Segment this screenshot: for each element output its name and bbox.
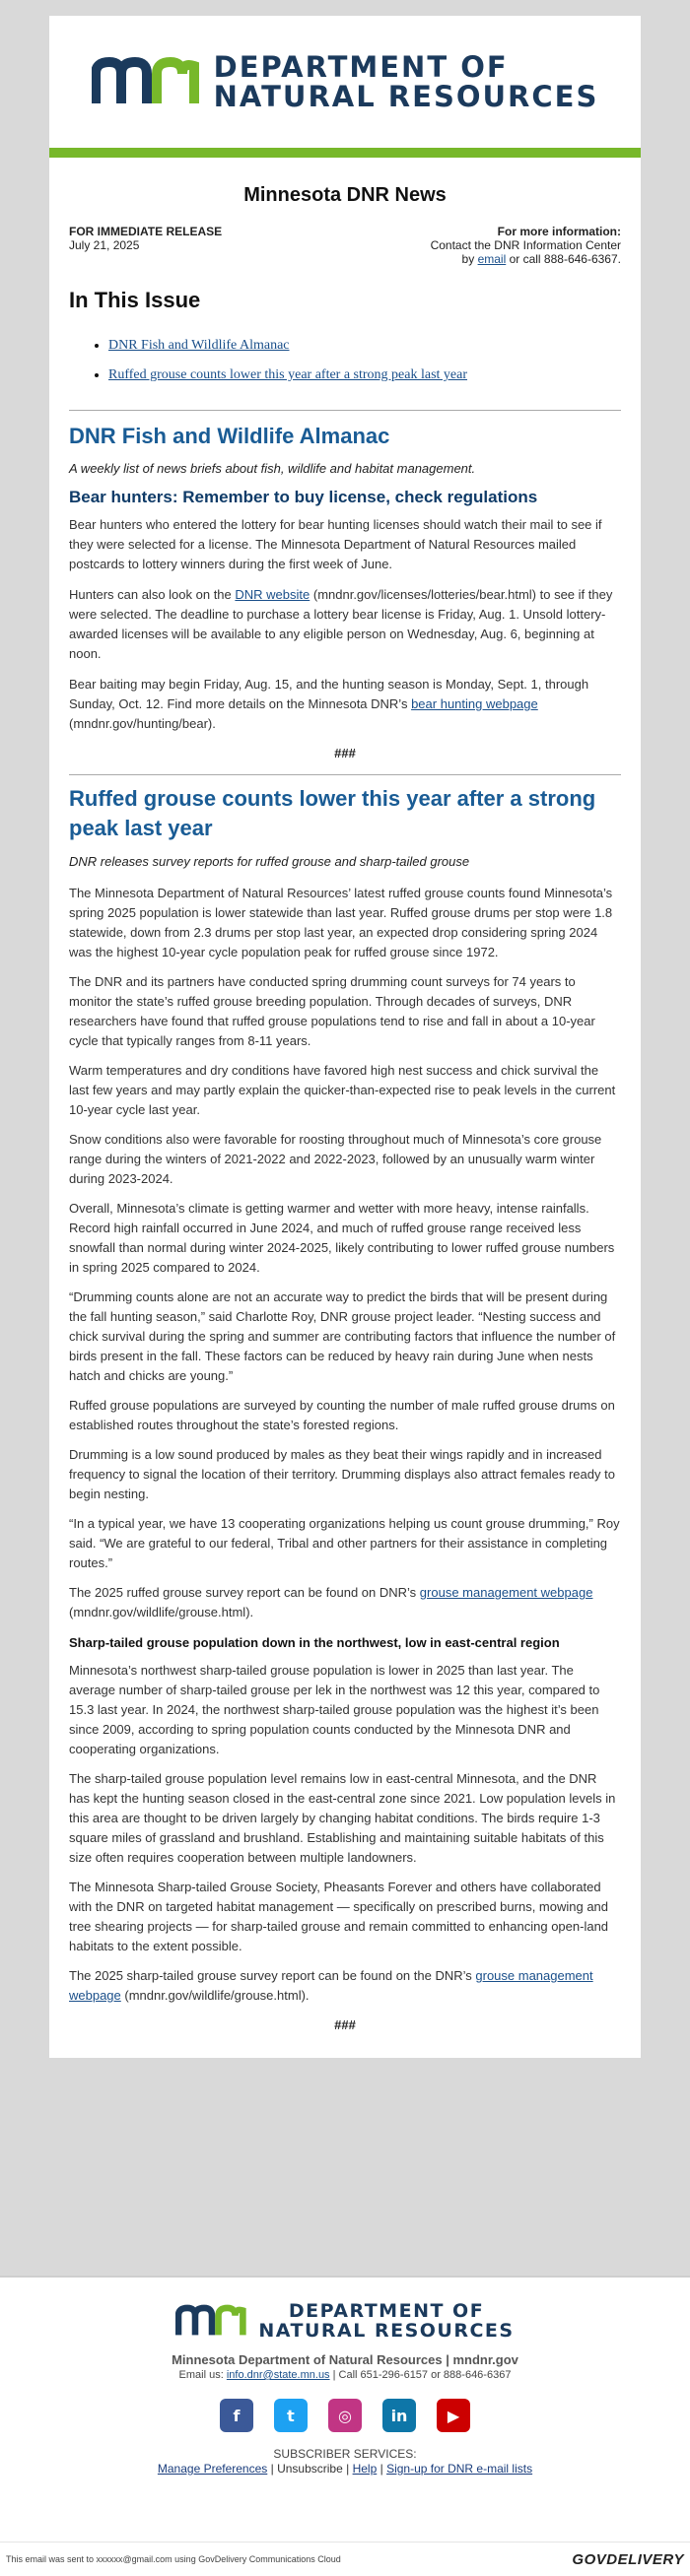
end-marker: ### [334, 746, 356, 760]
text: (mndnr.gov/wildlife/grouse.html). [69, 1605, 254, 1619]
grouse-paragraph: The Minnesota Department of Natural Resources’ latest ruffed grouse counts found Minnesota’s spring 2025 population is lower statewide than last year. Ruffed grouse drums per stop were 1.8 statewide, down from 2.3 drums per stop last year, an expected drop considering spring 2024 was the highest 10-year cycle population peak for ruffed grouse since 1972. [69, 886, 613, 959]
text: Bear baiting may begin Friday, Aug. 15, and the hunting season is Monday, Sept. 1, through Sunday, Oct. 12. Find more details on the Minnesota DNR’s [69, 677, 589, 711]
dnr-website-link[interactable]: DNR website [235, 587, 310, 602]
signup-link[interactable]: Sign-up for DNR e-mail lists [386, 2462, 533, 2476]
dnr-mark-icon [175, 2304, 248, 2338]
release-date: July 21, 2025 [69, 238, 140, 252]
grouse-quote: “Drumming counts alone are not an accurate way to predict the birds that will be present during the fall hunting season,” said Charlotte Roy, DNR grouse project leader. “Nesting success and chick survival during the spring and summer are contributing factors that influence the number of birds present in the fall. These factors can be reduced by heavy rain during June when nests hatch and chicks are young.” [69, 1289, 616, 1383]
grouse-paragraph: Ruffed grouse populations are surveyed by counting the number of male ruffed grouse drums on established routes throughout the state’s forested regions. [69, 1398, 615, 1432]
logo-line-1: DEPARTMENT OF [213, 50, 509, 84]
govdelivery-logo[interactable]: GOVDELIVERY [572, 2550, 684, 2568]
section-divider [69, 774, 621, 775]
logo-line-2: NATURAL RESOURCES [258, 2320, 515, 2342]
sent-note: This email was sent to xxxxxx@gmail.com using GovDelivery Communications Cloud [6, 2554, 341, 2564]
footer-logo-text [258, 2301, 514, 2341]
facebook-icon[interactable]: f [220, 2399, 253, 2432]
twitter-icon[interactable]: t [274, 2399, 308, 2432]
newsletter-title: Minnesota DNR News [243, 184, 447, 206]
header [49, 16, 641, 148]
footer-logo[interactable] [0, 2301, 690, 2341]
text: The 2025 ruffed grouse survey report can be found on DNR’s [69, 1585, 420, 1600]
toc-item [108, 331, 621, 361]
bear-hunting-link[interactable]: bear hunting webpage [411, 696, 538, 711]
linkedin-icon[interactable]: in [382, 2399, 416, 2432]
almanac-title: DNR Fish and Wildlife Almanac [69, 424, 390, 448]
grouse-paragraph: Warm temperatures and dry conditions have favored high nest success and chick survival the last few years and may partly explain the quicker-than-expected rise to peak levels in the current 10-year cycle last year. [69, 1063, 616, 1117]
subscriber-label: SUBSCRIBER SERVICES: [273, 2447, 417, 2461]
text: | Call 651-296-6157 or 888-646-6367 [329, 2369, 512, 2381]
release-left [69, 225, 222, 266]
release-label: FOR IMMEDIATE RELEASE [69, 225, 223, 238]
youtube-icon[interactable]: ▶ [437, 2399, 470, 2432]
section-divider [69, 410, 621, 411]
footer-email-link[interactable]: info.dnr@state.mn.us [226, 2369, 330, 2381]
logo-text [214, 52, 599, 111]
toc-link-almanac[interactable]: DNR Fish and Wildlife Almanac [108, 338, 290, 353]
end-marker: ### [334, 2017, 356, 2032]
grouse-paragraph: Snow conditions also were favorable for roosting throughout much of Minnesota’s core grouse range during the winters of 2021-2022 and 2022-2023, followed by an unusually warm winter during 2023-2024. [69, 1132, 602, 1186]
logo-line-2: NATURAL RESOURCES [213, 80, 599, 113]
footer-inner [0, 2276, 690, 2476]
sharp-tailed-heading: Sharp-tailed grouse population down in the northwest, low in east-central region [69, 1635, 560, 1650]
bottom-bar [0, 2542, 690, 2576]
grouse-paragraph: Drumming is a low sound produced by males as they beat their wings rapidly and in increased frequency to signal the location of their territory. Drumming displays also attract females ready to begin nesting. [69, 1447, 615, 1501]
grouse-paragraph: Minnesota’s northwest sharp-tailed grouse population is lower in 2025 than last year. The average number of sharp-tailed grouse per lek in the northwest was 12 this year, compared to 15.3 last year. In 2024, the northwest sharp-tailed grouse population was the highest it’s been since 2009, according to spring population counts conducted by the Minnesota DNR and cooperating organizations. [69, 1663, 600, 1756]
help-link[interactable]: Help [352, 2462, 378, 2476]
toc-link-grouse[interactable]: Ruffed grouse counts lower this year after a strong peak last year [108, 367, 468, 382]
text: (mndnr.gov/wildlife/grouse.html). [120, 1988, 310, 2003]
text: Hunters can also look on the [69, 587, 236, 602]
bear-headline: Bear hunters: Remember to buy license, check regulations [69, 488, 538, 506]
green-divider [49, 148, 641, 158]
footer [0, 2276, 690, 2576]
logo-line-1: DEPARTMENT OF [288, 2300, 485, 2322]
grouse-quote: “In a typical year, we have 13 cooperating organizations helping us count grouse drumming,” Roy said. “We are grateful to our federal, Tribal and other partners for their assistance in completing routes.” [69, 1516, 620, 1570]
bear-paragraph [69, 585, 621, 664]
content [49, 158, 641, 2058]
toc-heading: In This Issue [69, 288, 201, 312]
bear-paragraph [69, 675, 621, 734]
grouse-paragraph: The Minnesota Sharp-tailed Grouse Society, Pheasants Forever and others have collaborated with the DNR on targeted habitat management — specifically on prescribed burns, mowing and tree shearing projects — for sharp-tailed grouse and remain committed to enhancing open-land habitats to the extent possible. [69, 1880, 609, 1953]
social-links [0, 2399, 690, 2432]
grouse-management-link[interactable]: grouse management webpage [419, 1585, 593, 1600]
contact-info [431, 225, 621, 266]
grouse-paragraph [69, 1966, 621, 2006]
dnr-mark-icon [92, 56, 202, 107]
info-label: For more information: [497, 225, 621, 238]
toc-list [108, 331, 621, 390]
grouse-paragraph: The sharp-tailed grouse population level remains low in east-central Minnesota, and the DNR has kept the hunting season closed in the east-central zone since 2021. Low population levels in this area are thought to be driven largely by changing habitat conditions. The birds require 1-3 square miles of grassland and brushland. Establishing and maintaining suitable habitats of this size often requires cooperation between multiple landowners. [69, 1771, 616, 1865]
footer-contact [0, 2369, 690, 2381]
text: (mndnr.gov/hunting/bear). [69, 716, 216, 731]
release-info [69, 225, 621, 266]
grouse-paragraph [69, 1583, 621, 1622]
grouse-management-link-2[interactable]: grouse management webpage [69, 1968, 593, 2003]
footer-org: Minnesota Department of Natural Resources | mndnr.gov [172, 2352, 518, 2367]
email-link[interactable]: email [477, 252, 507, 266]
grouse-paragraph: Overall, Minnesota’s climate is getting warmer and wetter with more heavy, intense rainfalls. Record high rainfall occurred in June 2024, and much of ruffed grouse range received less snowfall than normal during winter 2024-2025, likely contributing to lower ruffed grouse numbers in spring 2025 compared to 2024. [69, 1201, 615, 1275]
bear-paragraph: Bear hunters who entered the lottery for bear hunting licenses should watch their mail to see if they were selected for a license. The Minnesota Department of Natural Resources mailed postcards to lottery winners during the first week of June. [69, 517, 602, 571]
subscriber-links: Manage Preferences | Unsubscribe | Help | Sign-up for DNR e-mail lists [157, 2462, 533, 2476]
info-phone: or call 888-646-6367. [506, 252, 621, 266]
manage-preferences-link[interactable]: Manage Preferences [157, 2462, 268, 2476]
info-line: Contact the DNR Information Center [430, 238, 621, 252]
grouse-title: Ruffed grouse counts lower this year after a strong peak last year [69, 786, 596, 840]
text: (mndnr.gov/licenses/lotteries/bear.html) to see if they were selected. The deadline to purchase a lottery bear license is Friday, Aug. 1. Unsold lottery-awarded licenses will be available to any eligible person on Wednesday, Aug. 6, beginning at noon. [69, 587, 613, 661]
dnr-logo[interactable] [92, 52, 599, 111]
unsubscribe-link[interactable]: Unsubscribe [277, 2462, 343, 2476]
footer-rule [0, 2276, 690, 2278]
info-by: by [461, 252, 478, 266]
instagram-icon[interactable]: ◎ [328, 2399, 362, 2432]
almanac-subtitle: A weekly list of news briefs about fish, wildlife and habitat management. [69, 461, 476, 476]
toc-item [108, 361, 621, 390]
newsletter-card [49, 16, 641, 2058]
grouse-paragraph: The DNR and its partners have conducted spring drumming count surveys for 74 years to monitor the state’s ruffed grouse breeding population. Through decades of surveys, DNR researchers have found that ruffed grouse populations tend to rise and fall in about a 10-year cycle that typically ranges from 8-11 years. [69, 974, 595, 1048]
footer-logo-inner [175, 2301, 514, 2341]
text: The 2025 sharp-tailed grouse survey report can be found on the DNR’s [69, 1968, 476, 1983]
grouse-subtitle: DNR releases survey reports for ruffed grouse and sharp-tailed grouse [69, 854, 470, 869]
text: Email us: [178, 2369, 227, 2381]
